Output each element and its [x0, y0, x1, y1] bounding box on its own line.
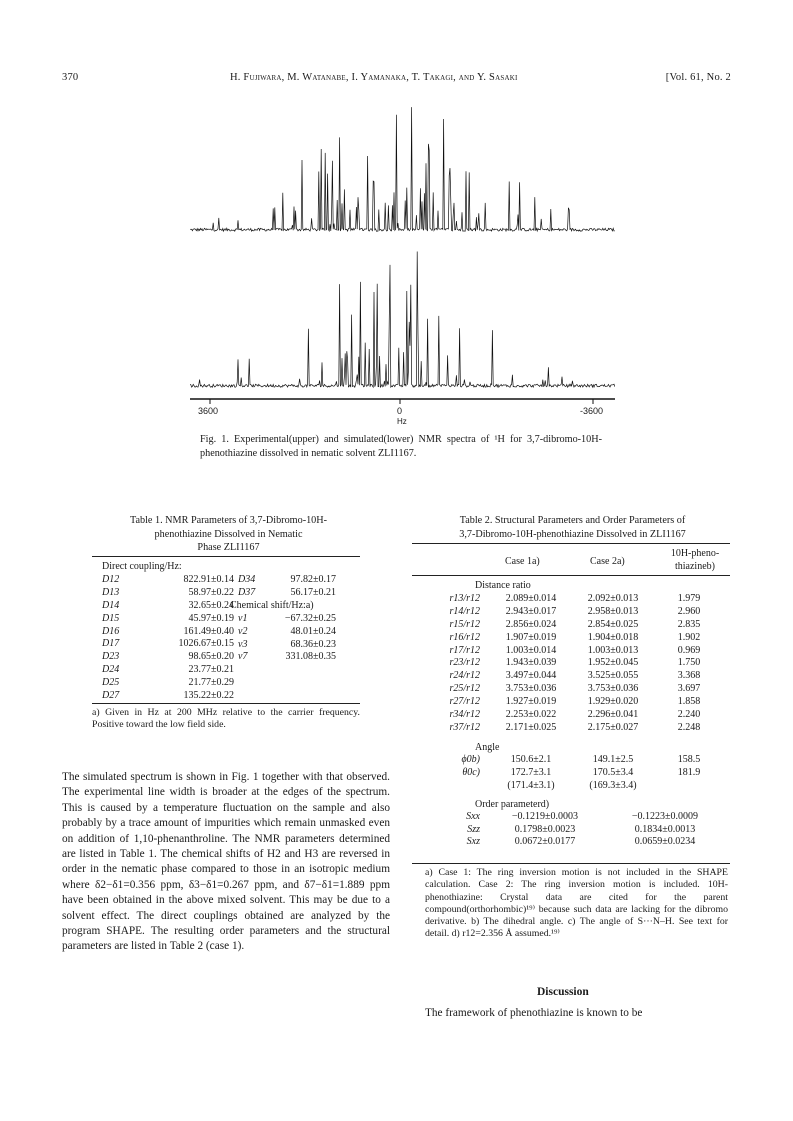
- table2-case1-value: 2.253±0.022: [505, 709, 557, 721]
- table1-row-value: 161.49±0.40: [183, 625, 234, 637]
- table1-row-value: 45.97±0.19: [188, 612, 234, 624]
- table2-header-rule: [412, 575, 730, 576]
- table1-title: [62, 514, 395, 555]
- page-number: 370: [62, 72, 79, 83]
- experimental-spectrum-trace: [190, 107, 615, 231]
- table2-case1-value: 2.171±0.025: [505, 721, 557, 733]
- table1-row-value: 56.17±0.21: [290, 586, 336, 598]
- body-paragraph: The simulated spectrum is shown in Fig. 1 together with that observed. The experimental line width is broader at the edges of the spectrum. This is caused by a temperature fluctuation on the sample and also probably by a trace amount of impurities which remain unmasked even on addition of 1,10-phenanthroline. The NMR parameters determined are listed in Table 1. The chemical shifts of H2 and H3 are reversed in order in the nematic phase compared to those in an isotropic medium where δ2−δ1=0.356 ppm, δ3−δ1=0.267 ppm, and δ7−δ1=1.889 ppm have been obtained in the above mixed solvent. This may be due to a solvent effect. The direct couplings obtained are analyzed by the program SHAPE. The resulting order parameters and the structural parameters are listed in Table 2 (case 1).: [62, 771, 390, 953]
- table1-row: [102, 613, 234, 626]
- table1-row: [238, 574, 336, 587]
- table2-case1-value: 0.1798±0.0023: [514, 823, 576, 835]
- nmr-spectra-plot: [190, 98, 615, 428]
- table1-row-value: 21.77±0.29: [188, 677, 234, 689]
- table2-pheno-value: 0.969: [677, 644, 701, 656]
- table2-row: [420, 683, 724, 696]
- table1-left-block: [102, 561, 234, 703]
- table2-section-order: Order parameterd): [475, 798, 550, 810]
- table2-case2-value: 0.0659±0.0234: [634, 836, 696, 848]
- table1-row: [102, 677, 234, 690]
- table1-row-value: 48.01±0.24: [290, 625, 336, 637]
- table1-row-label: ν1: [238, 612, 248, 624]
- table2-case2-value: 2.958±0.013: [587, 605, 639, 617]
- table1-top-rule: [92, 556, 360, 557]
- table2-row: [420, 593, 724, 606]
- table2-row: [420, 811, 730, 824]
- table2-footnote: a) Case 1: The ring inversion motion is not included in the SHAPE calculation. Case 2: The ring inversion motion is included. 10H-phenothiazine: Crystal data are cited for the parent compound(orthorhombic)¹⁹⁾ because such data are lacking for the dibromo derivative. b) The dihedral angle. c) The angle of S···N–H. See text for detail. d) r12=2.356 Å assumed.¹⁹⁾: [425, 867, 728, 940]
- table2-row-label: r27/r12: [449, 696, 480, 708]
- table2-col-pheno-line1: 10H-pheno-: [670, 548, 720, 559]
- table2-row-label: r24/r12: [449, 670, 480, 682]
- table2-section-angle: Angle: [475, 741, 500, 753]
- table2-case2-value: 2.296±0.041: [587, 709, 639, 721]
- table1-row: [102, 587, 234, 600]
- table2-case2-value: 1.904±0.018: [587, 631, 639, 643]
- table2-case1-value: 172.7±3.1: [510, 766, 552, 778]
- table2-case1-value: 1.003±0.014: [505, 644, 557, 656]
- table1-coupling-table: [102, 574, 234, 703]
- table1-row-label: D12: [102, 573, 120, 585]
- axis-tick-label-3600: 3600: [198, 406, 219, 416]
- table2-pheno-value: 158.5: [677, 753, 701, 765]
- table2-case1-value: 2.856±0.024: [505, 618, 557, 630]
- table1-row-label: D23: [102, 651, 120, 663]
- table1-row-value: 331.08±0.35: [285, 651, 336, 663]
- table2-pheno-value: 3.697: [677, 683, 701, 695]
- table2-col-case2: Case 2a): [590, 556, 625, 567]
- table2-top-rule: [412, 543, 730, 544]
- table2-case1-value: 150.6±2.1: [510, 753, 552, 765]
- table2-row-label: r34/r12: [449, 709, 480, 721]
- table2-row: [420, 836, 730, 849]
- table2-body: [420, 580, 730, 849]
- table1-row: [102, 600, 234, 613]
- axis-tick-label-minus-3600: -3600: [580, 406, 604, 416]
- table2-pheno-value: 1.979: [677, 592, 701, 604]
- table1-row: [102, 638, 234, 651]
- table2-bottom-rule: [412, 863, 730, 864]
- table2-pheno-value: 181.9: [677, 766, 701, 778]
- table1-row: [102, 664, 234, 677]
- table2-col-case1: Case 1a): [505, 556, 540, 567]
- table2-pheno-value: [654, 780, 724, 793]
- table2-case1-value: 1.907±0.019: [505, 631, 557, 643]
- table2-row-label: r23/r12: [449, 657, 480, 669]
- table2-case1-value: (171.4±3.1): [507, 779, 555, 791]
- table2-case2-value: 0.1834±0.0013: [634, 823, 696, 835]
- table2-row-label: r14/r12: [449, 605, 480, 617]
- discussion-first-line: The framework of phenothiazine is known to be: [425, 1007, 643, 1019]
- table1-row-label: D27: [102, 690, 120, 702]
- table1-row: [238, 626, 336, 639]
- table1-row-label: D25: [102, 677, 120, 689]
- table2-case2-value: 1.929±0.020: [587, 696, 639, 708]
- table2-row: [420, 709, 724, 722]
- table2-pheno-value: 2.960: [677, 605, 701, 617]
- table1-row-label: D16: [102, 625, 120, 637]
- table2-case1-value: 2.943±0.017: [505, 605, 557, 617]
- table2-order-table: [420, 811, 730, 850]
- table1-row: [238, 587, 336, 600]
- table2-case1-value: 0.0672±0.0177: [514, 836, 576, 848]
- table2-title-line2: 3,7-Dibromo-10H-phenothiazine Dissolved in ZLI1167: [459, 528, 686, 540]
- table1-row-label: D14: [102, 599, 120, 611]
- table2-row: [420, 754, 724, 767]
- table2-row-label: r37/r12: [449, 721, 480, 733]
- table2-section-distance: Distance ratio: [475, 580, 531, 591]
- table1-row-label: D37: [238, 586, 256, 598]
- table1-row-value: −67.32±0.25: [284, 612, 336, 624]
- table2-row-label: Szz: [467, 823, 480, 835]
- table1-row-value: 32.65±0.24: [188, 599, 234, 611]
- discussion-heading: Discussion: [537, 986, 589, 998]
- table1-row-label: ν7: [238, 651, 248, 663]
- table2-pheno-value: 1.902: [677, 631, 701, 643]
- table2-case1-value: 1.927±0.019: [505, 696, 557, 708]
- table2-title-line1: Table 2. Structural Parameters and Order Parameters of: [459, 515, 686, 526]
- table2-case2-value: 2.854±0.025: [587, 618, 639, 630]
- table2-row-label: θ0c): [462, 766, 480, 778]
- table2-row: [420, 632, 724, 645]
- table1-row-value: 97.82±0.17: [290, 574, 336, 585]
- table2-title: [405, 514, 740, 541]
- table2-case2-value: 3.753±0.036: [587, 683, 639, 695]
- table2-row-label: ϕ0b): [461, 753, 480, 765]
- table2-row: [420, 696, 724, 709]
- table1-row-label: ν3: [238, 638, 248, 650]
- table1-row: [102, 651, 234, 664]
- table2-case2-value: 170.5±3.4: [592, 766, 634, 778]
- table2-row-label: Sxx: [466, 810, 480, 822]
- table2-pheno-value: 2.248: [677, 721, 701, 733]
- table2-case2-value: 1.952±0.045: [587, 657, 639, 669]
- table2-pheno-value: 2.835: [677, 618, 701, 630]
- table1-section-shift: Chemical shift/Hz:a): [230, 599, 314, 611]
- table2-row: [420, 606, 724, 619]
- table1-row-value: 23.77±0.21: [188, 664, 234, 676]
- table1-row: [102, 626, 234, 639]
- table2-row-label: r17/r12: [449, 644, 480, 656]
- table2-case1-value: 3.497±0.044: [505, 670, 557, 682]
- table1-row-value: 98.65±0.20: [188, 651, 234, 663]
- table1-coupling-right: [238, 574, 336, 600]
- table2-case1-value: 2.089±0.014: [505, 592, 557, 604]
- table2-case1-value: 3.753±0.036: [505, 683, 557, 695]
- axis-tick-label-0: 0: [397, 406, 403, 416]
- table2-row-label: Sxz: [466, 836, 480, 848]
- table2-pheno-value: 3.368: [677, 670, 701, 682]
- table2-case2-value: (169.3±3.4): [589, 779, 637, 791]
- table2-case2-value: 1.003±0.013: [587, 644, 639, 656]
- table2-case2-value: 2.175±0.027: [587, 721, 639, 733]
- table2-angle-table: [420, 754, 724, 793]
- table1-section-direct: Direct coupling/Hz:: [102, 561, 182, 572]
- table1-title-line3: Phase ZLI1167: [197, 542, 260, 553]
- table1-title-line1: Table 1. NMR Parameters of 3,7-Dibromo-10H-: [129, 515, 328, 526]
- table2-case2-value: −0.1223±0.0009: [631, 810, 699, 822]
- axis-unit-label: Hz: [397, 417, 407, 426]
- table1-row-value: 58.97±0.22: [188, 586, 234, 598]
- table1-footnote: a) Given in Hz at 200 MHz relative to the carrier frequency. Positive toward the low field side.: [92, 707, 360, 731]
- table2-case2-value: 3.525±0.055: [587, 670, 639, 682]
- running-authors: H. Fujiwara, M. Watanabe, I. Yamanaka, T. Takagi, and Y. Sasaki: [230, 72, 518, 83]
- table1-row: [238, 651, 336, 664]
- table2-col-pheno: [650, 548, 740, 573]
- figure-caption: Fig. 1. Experimental(upper) and simulated(lower) NMR spectra of ¹H for 3,7-dibromo-10H-phenothiazine dissolved in nematic solvent ZLI1167.: [200, 434, 602, 459]
- table2-case2-value: 2.092±0.013: [587, 592, 639, 604]
- simulated-spectrum-trace: [190, 252, 615, 388]
- table2-case1-value: 1.943±0.039: [505, 657, 557, 669]
- table1-row-value: 68.36±0.23: [290, 638, 336, 650]
- table2-row-label: [420, 780, 490, 793]
- table1-bottom-rule: [92, 703, 360, 704]
- table1-shift-table: [238, 613, 336, 665]
- volume-info: [Vol. 61, No. 2: [665, 72, 731, 83]
- table2-row-label: r16/r12: [449, 631, 480, 643]
- table1-row-value: 822.91±0.14: [183, 573, 234, 585]
- table1-row: [102, 574, 234, 587]
- table1-row-value: 1026.67±0.15: [178, 638, 234, 650]
- table2-row: [420, 657, 724, 670]
- table2-pheno-value: 1.858: [677, 696, 701, 708]
- table2-case2-value: 149.1±2.5: [592, 753, 634, 765]
- table2-row: [420, 824, 730, 837]
- table1-row-label: ν2: [238, 625, 248, 637]
- table1-row-label: D13: [102, 586, 120, 598]
- table2-row: [420, 619, 724, 632]
- table1-right-block: [230, 574, 336, 664]
- table2-col-pheno-line2: thiazineb): [675, 560, 715, 572]
- table2-row: [420, 645, 724, 658]
- table1-row: [238, 613, 336, 626]
- nmr-spectra-figure: [190, 98, 615, 428]
- table1-row-value: 135.22±0.22: [183, 690, 234, 702]
- table1-row-label: D17: [102, 638, 120, 650]
- table2-pheno-value: 2.240: [677, 709, 701, 721]
- table2-distance-table: [420, 593, 724, 735]
- table2-row-label: r25/r12: [449, 683, 480, 695]
- table2-row-label: r13/r12: [449, 592, 480, 604]
- table2-row: [420, 780, 724, 793]
- table2-row: [420, 670, 724, 683]
- table2-row: [420, 767, 724, 780]
- table1-row: [238, 639, 336, 652]
- table2-case1-value: −0.1219±0.0003: [511, 810, 579, 822]
- table1-row-label: D15: [102, 612, 120, 624]
- table1-title-line2: phenothiazine Dissolved in Nematic: [154, 528, 303, 540]
- table1-row-label: D34: [238, 574, 256, 585]
- table1-row-label: D24: [102, 664, 120, 676]
- table2-row-label: r15/r12: [449, 618, 480, 630]
- table1-row: [102, 690, 234, 703]
- table2-row: [420, 722, 724, 735]
- table2-pheno-value: 1.750: [677, 657, 701, 669]
